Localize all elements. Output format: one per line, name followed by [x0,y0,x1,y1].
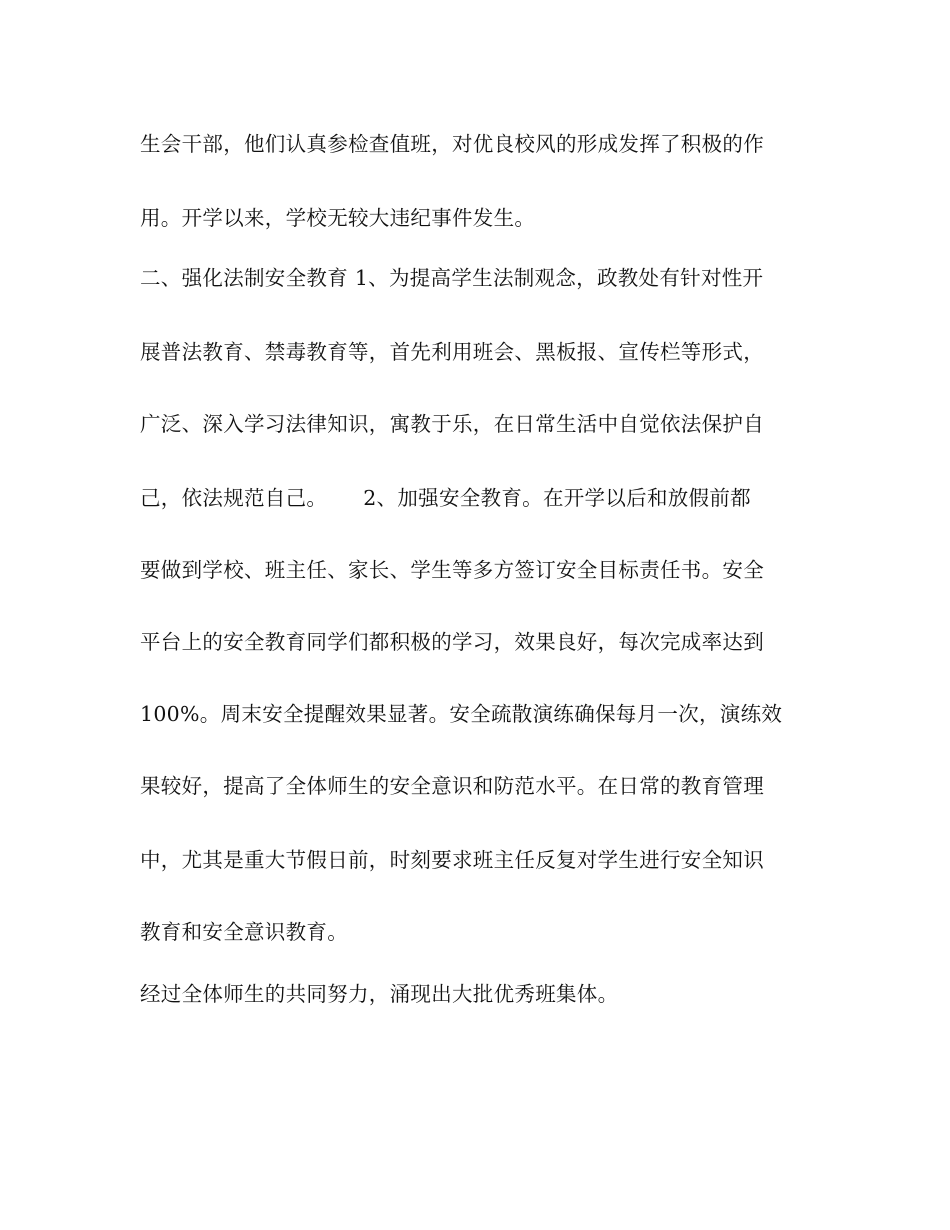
text-line-9: 100%。周末安全提醒效果显著。安全疏散演练确保每月一次，演练效 [140,702,783,726]
text-line-1: 生会干部，他们认真参检查值班，对优良校风的形成发挥了积极的作 [140,132,764,156]
text-line-10: 果较好，提高了全体师生的安全意识和防范水平。在日常的教育管理 [140,774,764,798]
text-line-4: 展普法教育、禁毒教育等，首先利用班会、黑板报、宣传栏等形式， [140,340,764,364]
text-line-8: 平台上的安全教育同学们都积极的学习，效果良好，每次完成率达到 [140,630,764,654]
text-line-6-part-2: 2、加强安全教育。在开学以后和放假前都 [363,486,751,510]
text-line-2: 用。开学以来，学校无较大违纪事件发生。 [140,206,536,230]
text-line-11: 中，尤其是重大节假日前，时刻要求班主任反复对学生进行安全知识 [140,848,764,872]
text-line-12: 教育和安全意识教育。 [140,920,348,944]
text-line-13: 经过全体师生的共同努力，涌现出大批优秀班集体。 [140,982,619,1006]
text-line-5: 广泛、深入学习法律知识，寓教于乐，在日常生活中自觉依法保护自 [140,412,764,436]
text-line-3: 二、强化法制安全教育 1、为提高学生法制观念，政教处有针对性开 [140,266,764,290]
text-line-6-part-1: 己，依法规范自己。 [140,486,328,510]
text-line-6 [140,484,800,512]
text-line-7: 要做到学校、班主任、家长、学生等多方签订安全目标责任书。安全 [140,558,764,582]
